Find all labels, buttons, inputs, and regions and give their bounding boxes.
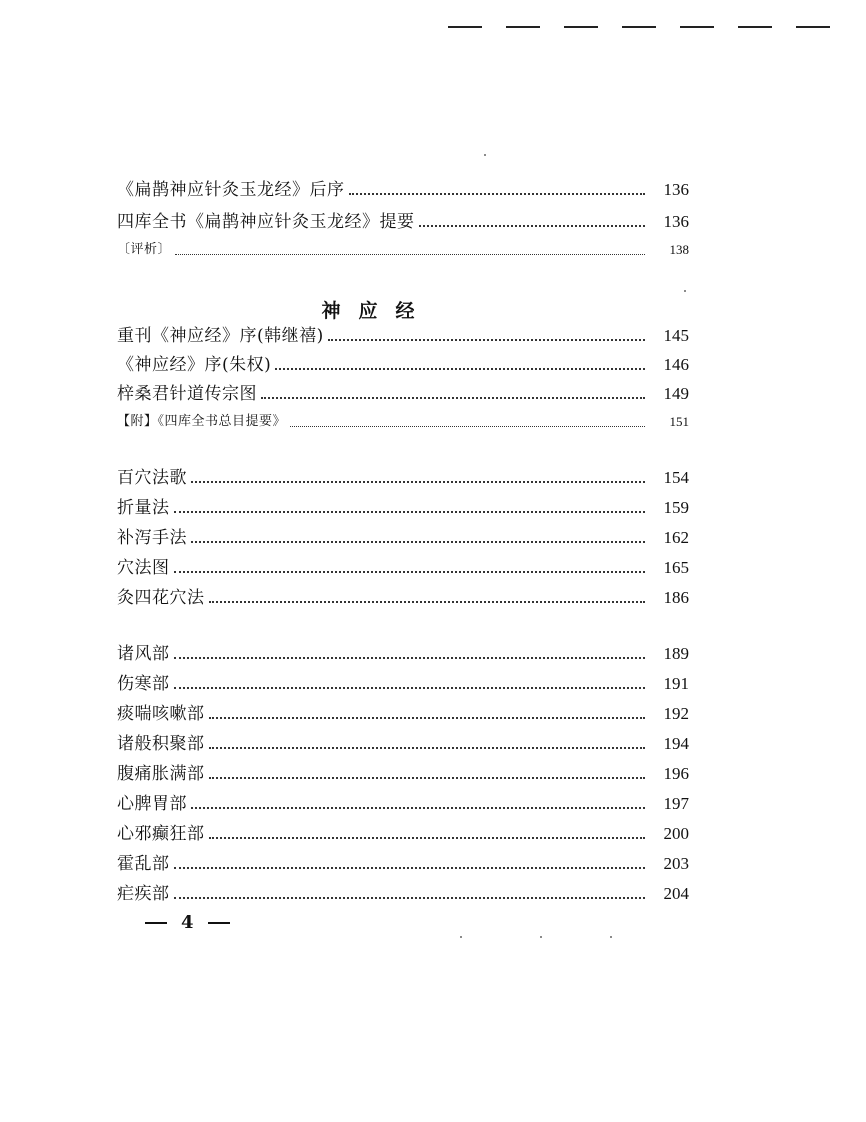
dot-leader [349, 193, 646, 195]
toc-entry-page: 196 [663, 764, 689, 783]
toc-entry-title: 伤寒部 [117, 674, 170, 694]
toc-entry-page: 159 [663, 498, 689, 517]
toc-entry-title: 痰喘咳嗽部 [117, 704, 205, 724]
toc-entry-title: 霍乱部 [117, 854, 170, 874]
dot-leader [174, 687, 646, 689]
toc-entry-title: 补泻手法 [117, 528, 187, 548]
toc-entry-title: 穴法图 [117, 558, 170, 578]
toc-entry[interactable] [117, 584, 689, 608]
dot-leader [419, 225, 646, 227]
toc-entry[interactable] [117, 850, 689, 874]
footer-dash [208, 922, 230, 924]
toc-entry-title: 梓桑君针道传宗图 [117, 384, 257, 404]
dot-leader [174, 867, 646, 869]
toc-entry-page: 136 [663, 180, 689, 199]
footer-dash [145, 922, 167, 924]
toc-entry[interactable] [117, 640, 689, 664]
toc-entry-title: 疟疾部 [117, 884, 170, 904]
toc-entry[interactable] [117, 820, 689, 844]
toc-entry-title: 心脾胃部 [117, 794, 187, 814]
dot-leader [209, 747, 646, 749]
dot-leader [191, 807, 645, 809]
toc-entry[interactable] [117, 236, 689, 260]
toc-entry-page: 189 [663, 644, 689, 663]
dash-mark [738, 26, 772, 28]
toc-entry-title: 心邪癫狂部 [117, 824, 205, 844]
section-heading: 神应经 [321, 300, 433, 322]
toc-entry-page: 162 [663, 528, 689, 547]
toc-entry-page: 191 [663, 674, 689, 693]
dot-leader [209, 777, 646, 779]
dot-leader [290, 426, 645, 427]
toc-entry[interactable] [117, 176, 689, 200]
toc-entry-page: 192 [663, 704, 689, 723]
toc-entry-page: 154 [663, 468, 689, 487]
dot-leader [174, 571, 646, 573]
page-number-footer [145, 912, 230, 933]
scan-speck [484, 154, 486, 156]
toc-entry-page: 203 [663, 854, 689, 873]
toc-entry-title: 《神应经》序(朱权) [117, 355, 272, 375]
toc-entry[interactable] [117, 880, 689, 904]
dot-leader [191, 481, 645, 483]
toc-entry-title: 灸四花穴法 [117, 588, 205, 608]
scan-speck [540, 936, 542, 938]
dot-leader [209, 837, 646, 839]
toc-entry-title: 四库全书《扁鹊神应针灸玉龙经》提要 [117, 212, 415, 232]
toc-entry-page: 136 [663, 212, 689, 231]
toc-entry-page: 151 [669, 414, 689, 429]
toc-entry[interactable] [117, 790, 689, 814]
toc-entry-page: 194 [663, 734, 689, 753]
dot-leader [174, 511, 646, 513]
dot-leader [261, 397, 645, 399]
toc-entry-title: 诸般积聚部 [117, 734, 205, 754]
dot-leader [191, 541, 645, 543]
dash-mark [622, 26, 656, 28]
toc-entry-page: 145 [663, 326, 689, 345]
dash-mark [680, 26, 714, 28]
dot-leader [174, 897, 646, 899]
toc-entry-title: 重刊《神应经》序(韩继禧) [117, 326, 324, 346]
toc-entry[interactable] [117, 351, 689, 375]
toc-entry-page: 165 [663, 558, 689, 577]
toc-entry-page: 204 [663, 884, 689, 903]
toc-entry[interactable] [117, 554, 689, 578]
dash-mark [506, 26, 540, 28]
dot-leader [275, 368, 645, 370]
page-number: 4 [181, 912, 194, 933]
dot-leader [328, 339, 645, 341]
toc-entry-title: 《扁鹊神应针灸玉龙经》后序 [117, 180, 345, 200]
toc-entry-page: 149 [663, 384, 689, 403]
toc-entry[interactable] [117, 380, 689, 404]
dot-leader [209, 601, 646, 603]
dash-mark [796, 26, 830, 28]
toc-entry-page: 200 [663, 824, 689, 843]
toc-entry-title: 百穴法歌 [117, 468, 187, 488]
toc-entry[interactable] [117, 760, 689, 784]
dash-mark [564, 26, 598, 28]
toc-entry[interactable] [117, 494, 689, 518]
dot-leader [174, 657, 646, 659]
toc-entry-title: 折量法 [117, 498, 170, 518]
toc-entry-page: 138 [669, 242, 689, 257]
toc-entry[interactable] [117, 208, 689, 232]
toc-entry-title: 诸风部 [117, 644, 170, 664]
toc-entry-title: 〔评析〕 [117, 242, 172, 257]
dot-leader [175, 254, 645, 255]
toc-entry-title: 【附】《四库全书总目提要》 [117, 414, 287, 429]
toc-entry[interactable] [117, 730, 689, 754]
toc-entry-page: 197 [663, 794, 689, 813]
toc-entry[interactable] [117, 524, 689, 548]
toc-entry[interactable] [117, 700, 689, 724]
toc-entry[interactable] [117, 670, 689, 694]
toc-entry-page: 146 [663, 355, 689, 374]
scan-speck [460, 936, 462, 938]
toc-entry-page: 186 [663, 588, 689, 607]
top-dash-rule [448, 26, 828, 28]
toc-entry[interactable] [117, 464, 689, 488]
toc-entry[interactable] [117, 322, 689, 346]
toc-entry-title: 腹痛胀满部 [117, 764, 205, 784]
scan-speck [684, 290, 686, 292]
dot-leader [209, 717, 646, 719]
scan-speck [610, 936, 612, 938]
toc-entry[interactable] [117, 408, 689, 432]
dash-mark [448, 26, 482, 28]
